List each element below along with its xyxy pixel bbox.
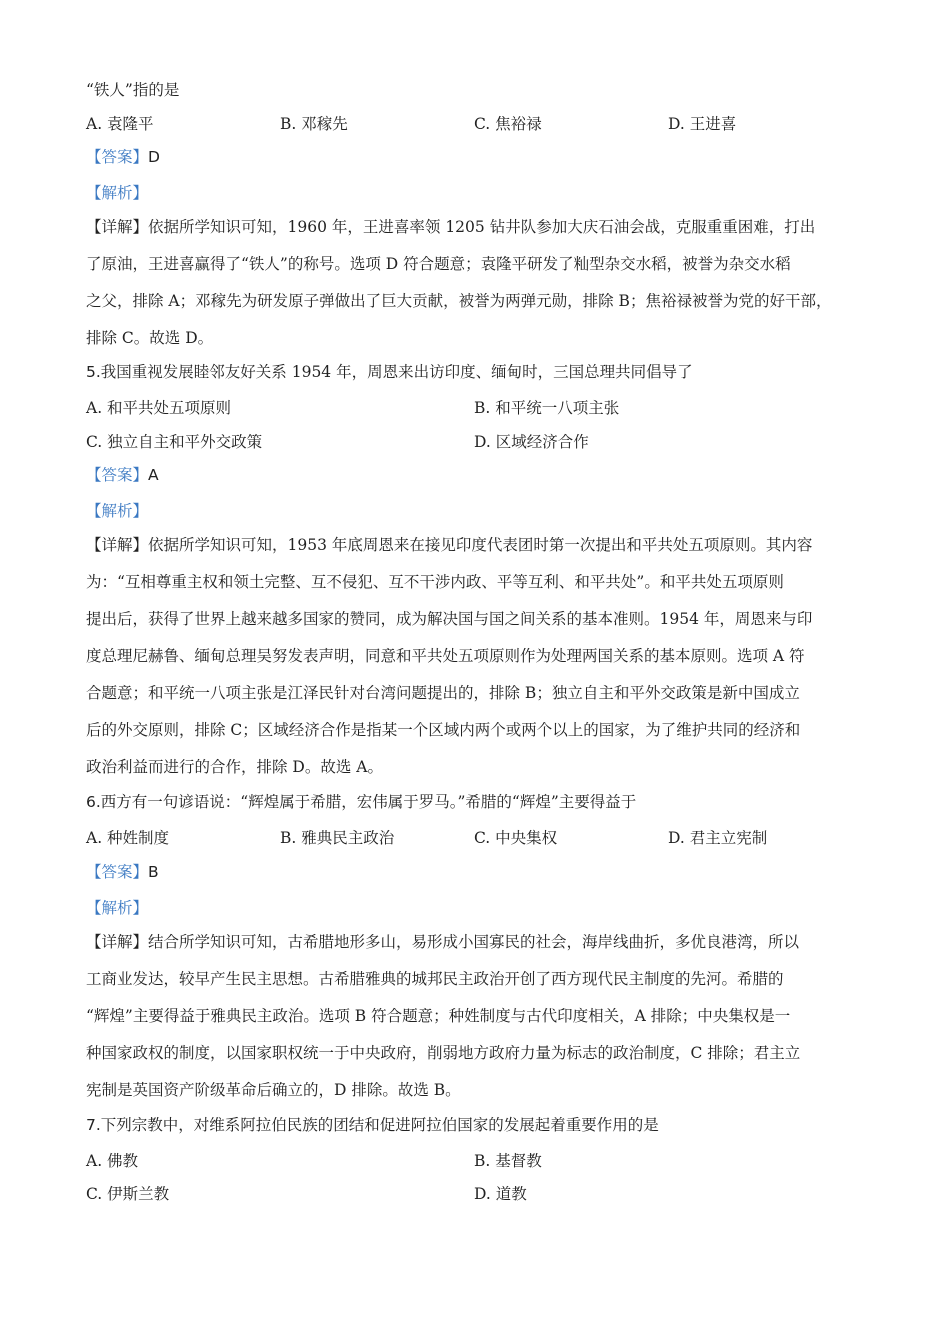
q6-stem bbox=[86, 792, 636, 812]
q5-detail-line-7: 政治利益而进行的合作，排除 D。故选 A。 bbox=[86, 758, 383, 776]
q5-option-b: B. 和平统一八项主张 bbox=[474, 399, 620, 417]
q5-detail-line-1 bbox=[86, 535, 812, 555]
q6-detail-line-2: 工商业发达，较早产生民主思想。古希腊雅典的城邦民主政治开创了西方现代民主制度的先河。希腊的 bbox=[86, 970, 784, 988]
q5-option-c: C. 独立自主和平外交政策 bbox=[86, 433, 263, 451]
q5-option-d: D. 区域经济合作 bbox=[474, 433, 589, 451]
q4-detail-line-2: 了原油，王进喜赢得了“铁人”的称号。选项 D 符合题意；袁隆平研发了籼型杂交水稻，被誉为杂交水稻 bbox=[86, 255, 791, 273]
q4-detail-line-1 bbox=[86, 217, 815, 237]
q7-stem-text: 下列宗教中，对维系阿拉伯民族的团结和促进阿拉伯国家的发展起着重要作用的是 bbox=[100, 1116, 659, 1134]
q6-detail-line-1 bbox=[86, 932, 799, 952]
q6-detail-line-4: 种国家政权的制度，以国家职权统一于中央政府，削弱地方政府力量为标志的政治制度，C 排除；君主立 bbox=[86, 1044, 801, 1062]
q6-option-d: D. 君主立宪制 bbox=[668, 829, 768, 847]
q6-detail-line-3: “辉煌”主要得益于雅典民主政治。选项 B 符合题意；种姓制度与古代印度相关，A 排除；中央集权是一 bbox=[86, 1007, 791, 1025]
q5-detail-line-5: 合题意；和平统一八项主张是江泽民针对台湾问题提出的，排除 B；独立自主和平外交政策是新中国成立 bbox=[86, 684, 800, 702]
q5-answer-row bbox=[86, 465, 159, 485]
q6-option-c: C. 中央集权 bbox=[474, 829, 558, 847]
q6-stem-text: 西方有一句谚语说：“辉煌属于希腊，宏伟属于罗马。”希腊的“辉煌”主要得益于 bbox=[100, 793, 637, 811]
detail-text: 依据所学知识可知，1953 年底周恩来在接见印度代表团时第一次提出和平共处五项原则。其内容 bbox=[148, 536, 813, 554]
q5-stem-text: 我国重视发展睦邻友好关系 1954 年，周恩来出访印度、缅甸时，三国总理共同倡导了 bbox=[100, 363, 693, 381]
q5-answer: A bbox=[148, 466, 159, 484]
q4-detail-line-3: 之父，排除 A；邓稼先为研发原子弹做出了巨大贡献，被誉为两弹元勋，排除 B；焦裕禄被誉为党的好干部， bbox=[86, 292, 832, 310]
q7-number: 7. bbox=[86, 1116, 101, 1134]
q7-option-b: B. 基督教 bbox=[474, 1152, 542, 1170]
q6-number: 6. bbox=[86, 793, 101, 811]
answer-tag: 【答案】 bbox=[86, 466, 149, 484]
answer-tag: 【答案】 bbox=[86, 863, 149, 881]
q4-detail-line-4: 排除 C。故选 D。 bbox=[86, 329, 214, 347]
q4-answer: D bbox=[148, 148, 160, 166]
q4-option-d: D. 王进喜 bbox=[668, 115, 737, 133]
q5-stem bbox=[86, 362, 693, 382]
q5-detail-line-6: 后的外交原则，排除 C；区域经济合作是指某一个区域内两个或两个以上的国家，为了维护共同的经济和 bbox=[86, 721, 801, 739]
q6-option-a: A. 种姓制度 bbox=[86, 829, 170, 847]
q4-option-a: A. 袁隆平 bbox=[86, 115, 154, 133]
q4-option-c: C. 焦裕禄 bbox=[474, 115, 542, 133]
q6-answer-row bbox=[86, 862, 159, 882]
q5-number: 5. bbox=[86, 363, 101, 381]
q7-option-a: A. 佛教 bbox=[86, 1152, 139, 1170]
answer-tag: 【答案】 bbox=[86, 148, 149, 166]
q6-analysis-tag: 【解析】 bbox=[86, 899, 149, 917]
q6-answer: B bbox=[148, 863, 159, 881]
q6-detail-line-5: 宪制是英国资产阶级革命后确立的，D 排除。故选 B。 bbox=[86, 1081, 461, 1099]
q4-stem-tail: “铁人”指的是 bbox=[86, 81, 180, 99]
q5-detail-line-4: 度总理尼赫鲁、缅甸总理吴努发表声明，同意和平共处五项原则作为处理两国关系的基本原则。选项 A 符 bbox=[86, 647, 805, 665]
detail-tag: 【详解】 bbox=[86, 933, 149, 951]
q5-analysis-tag: 【解析】 bbox=[86, 502, 149, 520]
detail-tag: 【详解】 bbox=[86, 218, 149, 236]
detail-text: 依据所学知识可知，1960 年，王进喜率领 1205 钻井队参加大庆石油会战，克服重重困难，打出 bbox=[148, 218, 816, 236]
q5-detail-line-3: 提出后，获得了世界上越来越多国家的赞同，成为解决国与国之间关系的基本准则。1954 年，周恩来与印 bbox=[86, 610, 813, 628]
q7-option-c: C. 伊斯兰教 bbox=[86, 1185, 170, 1203]
detail-text: 结合所学知识可知，古希腊地形多山，易形成小国寡民的社会，海岸线曲折，多优良港湾，所以 bbox=[148, 933, 800, 951]
q4-answer-row bbox=[86, 147, 160, 167]
q6-option-b: B. 雅典民主政治 bbox=[280, 829, 395, 847]
q7-stem bbox=[86, 1115, 659, 1135]
detail-tag: 【详解】 bbox=[86, 536, 149, 554]
q7-option-d: D. 道教 bbox=[474, 1185, 527, 1203]
q4-analysis-tag: 【解析】 bbox=[86, 184, 149, 202]
q5-detail-line-2: 为：“互相尊重主权和领土完整、互不侵犯、互不干涉内政、平等互利、和平共处”。和平共处五项原则 bbox=[86, 573, 784, 591]
q4-option-b: B. 邓稼先 bbox=[280, 115, 348, 133]
q5-option-a: A. 和平共处五项原则 bbox=[86, 399, 232, 417]
